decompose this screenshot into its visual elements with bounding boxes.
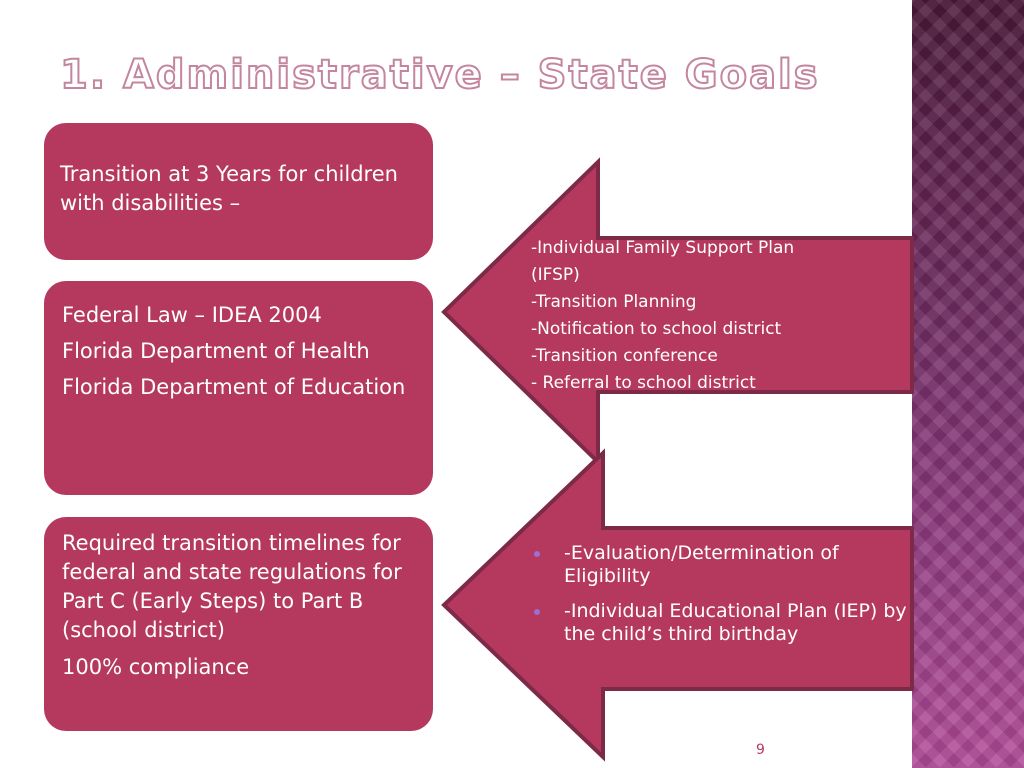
bullet-dot-icon — [534, 551, 540, 557]
transition-text: Transition at 3 Years for children with disabilities – — [60, 162, 398, 215]
arrow2-item-text: -Individual Educational Plan (IEP) by the child’s third birthday — [564, 600, 907, 645]
arrow1-line: -Notification to school district — [531, 319, 782, 339]
lower-arrow-text — [533, 542, 908, 658]
doh-text: Florida Department of Health — [62, 339, 370, 363]
timelines-box — [44, 517, 433, 731]
upper-arrow-text — [531, 235, 901, 397]
arrow1-line: - Referral to school district — [531, 373, 756, 393]
timelines-text: Required transition timelines for federal and state regulations for Part C (Early Steps) to Part B (school district) — [62, 531, 402, 642]
arrow2-bullet-item — [533, 600, 908, 646]
arrow1-line: -Transition Planning — [531, 292, 697, 312]
arrow2-bullet-item — [533, 542, 908, 588]
slide-title: 1. Administrative – State Goals — [60, 52, 820, 98]
arrow1-line: -Individual Family Support Plan — [531, 238, 795, 258]
arrow1-line: (IFSP) — [531, 265, 580, 285]
federal-law-box — [44, 281, 433, 495]
arrow1-line: -Transition conference — [531, 346, 718, 366]
bullet-dot-icon — [534, 609, 540, 615]
arrow2-item-text: -Evaluation/Determination of Eligibility — [564, 542, 839, 587]
page-number: 9 — [756, 742, 765, 758]
transition-box — [44, 123, 433, 260]
doe-text: Florida Department of Education — [62, 375, 406, 399]
federal-law-text: Federal Law – IDEA 2004 — [62, 303, 322, 327]
compliance-text: 100% compliance — [62, 655, 250, 679]
